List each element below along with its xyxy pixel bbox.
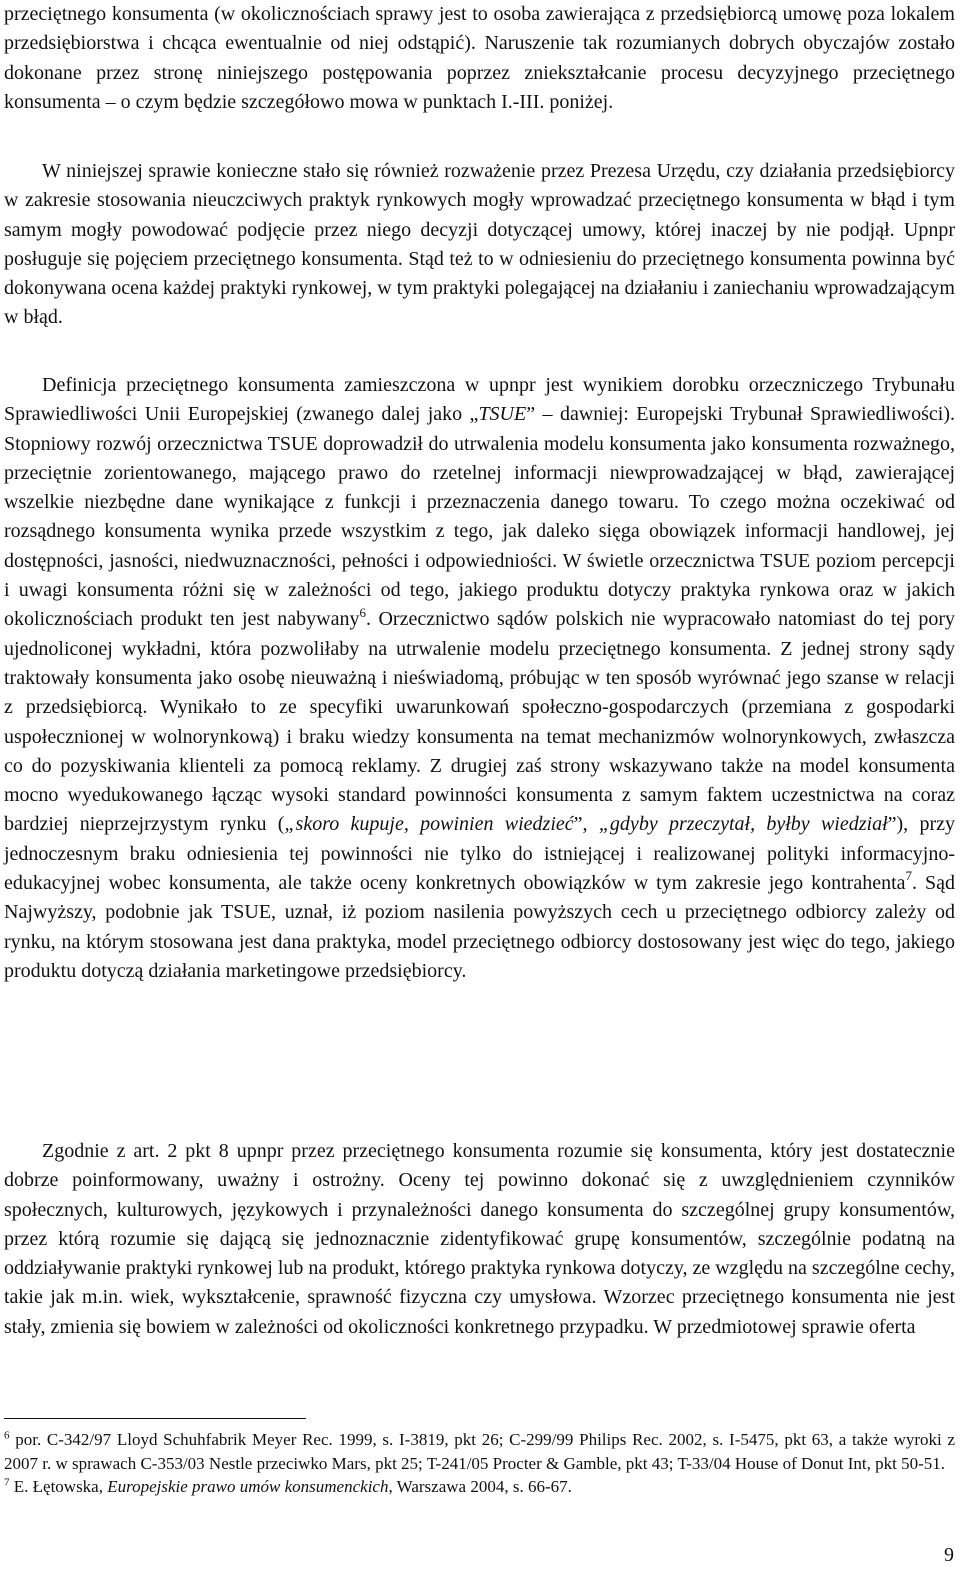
paragraph-text: W niniejszej sprawie konieczne stało się również rozważenie przez Prezesa Urzędu, czy działania przedsiębiorcy w zakresie stosowania nieuczciwych praktyk rynkowych mogły wprowadzać przeciętnego konsumenta w błąd i tym samym mogły powodować podjęcie przez niego decyzji dotyczącej umowy, której inaczej by nie podjął. Upnpr posługuje się pojęciem przeciętnego konsumenta. Stąd też to w odniesieniu do przeciętnego konsumenta powinna być dokonywana ocena każdej praktyki rynkowej, w tym praktyki polegającej na działaniu i zaniechaniu wprowadzającym w błąd. (4, 160, 955, 329)
paragraph-text: . Orzecznictwo sądów polskich nie wypracowało natomiast do tej pory ujednoliconej wykładni, która pozwoliłaby na utrwalenie modelu przeciętnego konsumenta. Z jednej strony sądy traktowały konsumenta jako osobę nieuważną i nieświadomą, próbując w ten sposób wyrównać jego szanse w relacji z przedsiębiorcą. Wynikało to ze specyfiki uwarunkowań społeczno-gospodarczych (przemiana z gospodarki uspołecznionej w wolnorynkową) i braku wiedzy konsumenta na temat mechanizmów wolnorynkowych, zwłaszcza co do pozyskiwania klienteli za pomocą reklamy. Z drugiej zaś strony wskazywano także na model konsumenta mocno wyedukowanego łącząc wysoki standard powinności konsumenta z samym faktem uczestnictwa na coraz bardziej nieprzejrzystym rynku ( (4, 608, 955, 836)
footnote-text: por. C-342/97 Lloyd Schuhfabrik Meyer Rec. 1999, s. I-3819, pkt 26; C-299/99 Philips Rec. 2002, s. I-5475, pkt 63, a także wyroki z 2007 r. w sprawach C-353/03 Nestle przeciwko Mars, pkt 25; T-241/05 Procter & Gamble, pkt 43; T-33/04 House of Donut Int, pkt 50-51. (4, 1430, 955, 1473)
footnote-reference[interactable]: 6 (359, 604, 366, 620)
footnote-6 (4, 1428, 955, 1475)
paragraph-art-2-pkt-8 (4, 1137, 955, 1342)
paragraph-text: ”), przy jednoczesnym braku odniesienia tej powinności nie tylko do istniejącej i realizowanej polityki informacyjno-edukacyjnej wobec konsumenta, ale także oceny konkretnych obowiązków w tym zakresie jego kontrahenta (4, 813, 956, 895)
page-number: 9 (944, 1544, 954, 1566)
paragraph-definition-tsue (4, 371, 955, 986)
italic-quote: „gdyby przeczytał, byłby wiedział (598, 813, 888, 836)
paragraph-text: przeciętnego konsumenta (w okolicznościach sprawy jest to osoba zawierająca z przedsiębiorcą umowę poza lokalem przedsiębiorstwa i chcąca ewentualnie od niej odstąpić). Naruszenie tak rozumianych dobrych obyczajów zostało dokonane przez stronę niniejszego postępowania poprzez zniekształcanie procesu decyzyjnego przeciętnego konsumenta – o czym będzie szczegółowo mowa w punktach I.-III. poniżej. (4, 3, 955, 113)
footnote-7 (4, 1475, 955, 1499)
footnote-text: E. Łętowska, (9, 1477, 108, 1496)
paragraph-text: . Sąd Najwyższy, podobnie jak TSUE, uznał, iż poziom nasilenia powyższych cech u przeciętnego odbiorcy zależy od rynku, na którym stosowana jest dana praktyka, model przeciętnego odbiorcy dostosowany jest więc do tego, jakiego produktu dotyczą działania marketingowe przedsiębiorcy. (4, 872, 956, 982)
footnote-number: 7 (4, 1476, 10, 1489)
paragraph-text: Zgodnie z art. 2 pkt 8 upnpr przez przeciętnego konsumenta rozumie się konsumenta, który jest dostatecznie dobrze poinformowany, uważny i ostrożny. Oceny tej powinno dokonać się z uwzględnieniem czynników społecznych, kulturowych, językowych i przynależności danego konsumenta do szczególnej grupy konsumentów, przez którą rozumie się dającą się jednoznacznie zidentyfikować grupę konsumentów, szczególnie podatną na oddziaływanie praktyki rynkowej lub na produkt, którego praktyka rynkowa dotyczy, ze względu na szczególne cechy, takie jak m.in. wiek, wykształcenie, sprawność fizyczna czy umysłowa. Wzorzec przeciętnego konsumenta nie jest stały, zmienia się bowiem w zależności od okoliczności konkretnego przypadku. W przedmiotowej sprawie oferta (4, 1140, 955, 1338)
paragraph-text: ” – dawniej: Europejski Trybunał Sprawiedliwości). Stopniowy rozwój orzecznictwa TSUE doprowadził do utrwalenia modelu konsumenta jako konsumenta rozważnego, przeciętnie zorientowanego, mającego prawo do rzetelnej informacji niewprowadzającej w błąd, zawierającej wszelkie niezbędne dane wynikające z funkcji i przeznaczenia danego towaru. To czego można oczekiwać od rozsądnego konsumenta wynika przede wszystkim z tego, jak daleko sięga obowiązek informacji handlowej, jej dostępności, jasności, niedwuznaczności, pełności i odpowiedniości. W świetle orzecznictwa TSUE poziom percepcji i uwagi konsumenta różni się w zależności od tego, jakiego produktu dotyczy praktyka rynkowa oraz w jakich okolicznościach produkt ten jest nabywany (4, 403, 955, 631)
footnote-book-title: Europejskie prawo umów konsumenckich (107, 1477, 389, 1496)
paragraph-average-consumer-assessment (4, 157, 955, 333)
footnote-number: 6 (4, 1429, 10, 1442)
italic-term: TSUE (478, 403, 527, 426)
footnotes (4, 1428, 955, 1499)
footnote-text: , Warszawa 2004, s. 66-67. (388, 1477, 572, 1496)
paragraph-text: Definicja przeciętnego konsumenta zamieszczona w upnpr jest wynikiem dorobku orzeczniczego Trybunału Sprawiedliwości Unii Europejskiej (zwanego dalej jako „ (4, 374, 955, 426)
paragraph-continuation (4, 0, 955, 117)
quote-separator: ”, (573, 813, 599, 836)
footnote-reference[interactable]: 7 (905, 868, 913, 884)
footnote-divider (4, 1418, 306, 1419)
italic-quote: „skoro kupuje, powinien wiedzieć (284, 813, 574, 836)
